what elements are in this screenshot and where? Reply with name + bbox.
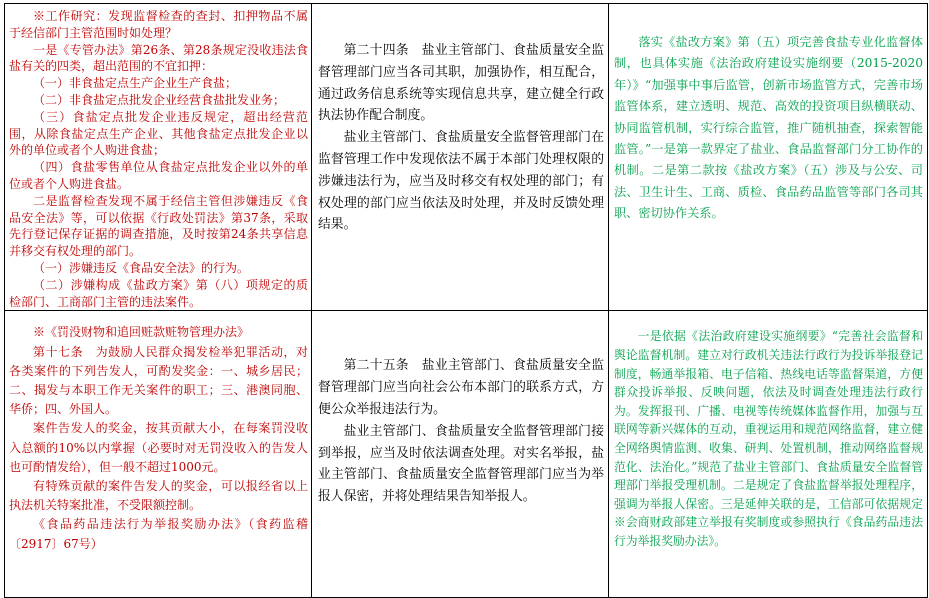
note-paragraph: 第十七条 为鼓励人民群众揭发检举犯罪活动，对各类案件的下列告发人，可酌发奖金：一、城乡居民；二、揭发与本职工作无关案件的职工；三、港澳同胞、华侨；四、外国人。 [9,344,308,417]
research-note-cell [5,311,312,598]
note-paragraph: 案件告发人的奖金，按其贡献大小，在每案罚没收入总额的10%以内掌握（必要时对无罚没收入的告发人也可酌情发给），但一般不超过1000元。 [9,421,308,474]
article-24-explanation [609,4,927,225]
note-paragraph: ※《罚没财物和追回赃款赃物管理办法》 [33,325,250,340]
note-paragraph: ※工作研究：发现监督检查的查封、扣押物品不属于经信部门主管范围时如处理？ [9,9,308,40]
note-paragraph: （一）非食盐定点生产企业生产食盐； [33,76,238,91]
note-paragraph: 一是《专管办法》第26条、第28条规定没收违法食盐有关的四类，超出范围的不宜扣押： [9,42,308,74]
note-paragraph: （二）涉嫌构成《盐政方案》第（八）项规定的质检部门、工商部门主管的违法案件。 [9,277,308,309]
article-paragraph: 第二十五条 盐业主管部门、食盐质量安全监督管理部门应当向社会公布本部门的联系方式，方便公众举报违法行为。 [318,358,604,417]
note-paragraph: 二是监督检查发现不属于经信主管但涉嫌违反《食品安全法》等，可以依据《行政处罚法》第37条，采取先行登记保存证据的调查措施，及时按第24条共享信息并移交有权处理的部门。 [9,193,308,259]
explanation-paragraph: 落实《盐改方案》第（五）项完善食盐专业化监督体制，也具体实施《法治政府建设实施纲要（2015-2020年）》“加强事中事后监管，创新市场监管方式，完善市场监管体系，建立透明、规范、高效的投资项目纵横联动、协同监管机制，实行综合监管，推广随机抽查，探索智能监管。”一是第一款界定了盐业、食品监督部门分工协作的机制。二是第二款按《盐改方案》（五）涉及与公安、司法、卫生计生、工商、质检、食品药品监管等部门各司其职、密切协作关系。 [614,35,923,221]
note-paragraph: （三）食盐定点批发企业违反规定，超出经营范围，从除食盐定点生产企业、其他食盐定点批发企业以外的单位或者个人购进食盐； [9,109,308,158]
table-row [5,311,928,598]
article-cell [312,4,609,311]
note-paragraph: （四）食盐零售单位从食盐定点批发企业以外的单位或者个人购进食盐。 [9,160,308,191]
article-cell [312,311,609,598]
article-24 [312,4,608,236]
explanation-cell [609,4,928,311]
article-paragraph: 盐业主管部门、食盐质量安全监督管理部门在监督管理工作中发现依法不属于本部门处理权限的涉嫌违法行为，应当及时移交有权处理的部门；有权处理的部门应当依法及时处理，并及时反馈处理结果。 [318,130,604,233]
reward-regulation-note [5,311,311,553]
article-25 [312,311,608,508]
note-paragraph: 《食品药品违法行为举报奖励办法》（食药监稽〔2917〕67号） [9,517,308,551]
article-25-explanation [609,311,927,550]
article-paragraph: 第二十四条 盐业主管部门、食盐质量安全监督管理部门应当各司其职，加强协作，相互配合，通过政务信息系统等实现信息共享，建立健全行政执法协作配合制度。 [318,43,604,124]
research-note [5,4,311,310]
table-row [5,4,928,311]
explanation-cell [609,311,928,598]
article-paragraph: 盐业主管部门、食盐质量安全监督管理部门接到举报，应当及时依法调查处理。对实名举报，盐业主管部门、食盐质量安全监督管理部门应当为举报人保密，并将处理结果告知举报人。 [318,423,604,505]
note-paragraph: （一）涉嫌违反《食品安全法》的行为。 [33,260,250,275]
note-paragraph: （二）非食盐定点批发企业经营食盐批发业务； [33,92,286,107]
explanation-paragraph: 一是依据《法治政府建设实施纲要》“完善社会监督和舆论监督机制。建立对行政机关违法行政行为投诉举报登记制度，畅通举报箱、电子信箱、热线电话等监督渠道，方便群众投诉举报、反映问题，依法及时调查处理违法行政行为。发挥报刊、广播、电视等传统媒体监督作用，加强与互联网等新兴媒体的互动，重视运用和规范网络监督，建立健全网络舆情监测、收集、研判、处置机制，推动网络监督规范化、法治化。”规范了盐业主管部门、食盐质量安全监督管理部门举报受理机制。二是规定了食盐监督举报处理程序，强调为举报人保密。三是延伸关联的是，工信部可依据规定※会商财政部建立举报有奖制度或参照执行《食品药品违法行为举报奖励办法》。 [614,329,923,548]
regulation-comparison-table [4,3,928,598]
research-note-cell [5,4,312,311]
note-paragraph: 有特殊贡献的案件告发人的奖金，可以报经省以上执法机关特案批准，不受限额控制。 [9,478,308,513]
